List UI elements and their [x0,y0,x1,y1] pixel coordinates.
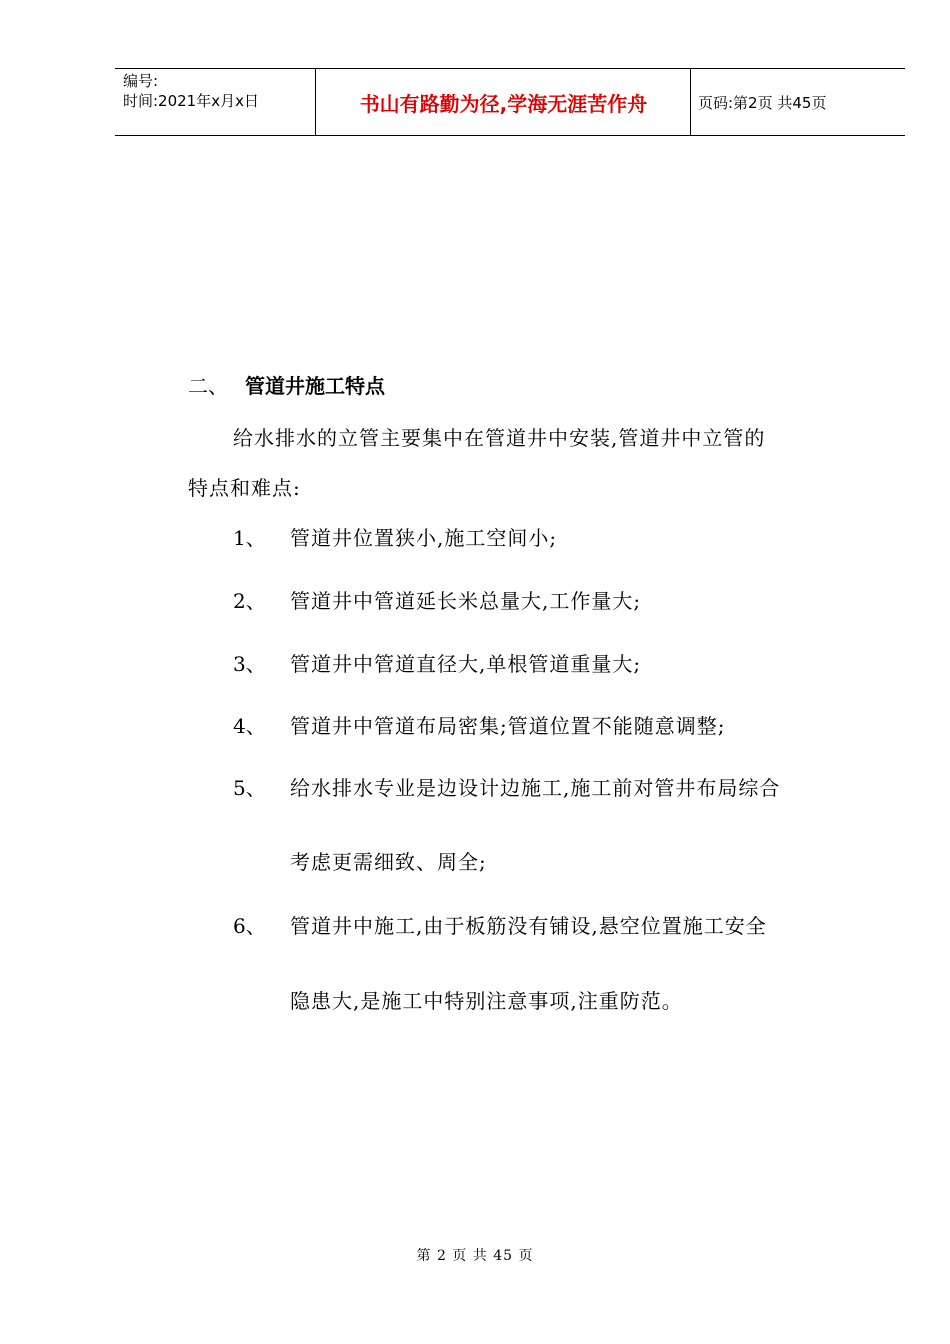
list-item-continuation: 考虑更需细致、周全; [290,850,487,874]
list-item-number: 6、 [233,914,266,938]
list-item-number: 2、 [233,589,266,613]
page-footer: 第 2 页 共 45 页 [416,1248,534,1264]
section-title: 管道井施工特点 [245,374,385,398]
header-page-label: 页码:第2页 共45页 [698,93,827,112]
header-time-label: 时间:2021年x月x日 [123,92,259,110]
list-item-text: 管道井中施工,由于板筋没有铺设,悬空位置施工安全 [290,914,767,938]
header-divider-left [315,69,316,135]
list-item-text: 给水排水专业是边设计边施工,施工前对管井布局综合 [290,776,781,800]
list-item-number: 4、 [233,714,266,738]
page-header [115,68,905,136]
list-item-text: 管道井中管道延长米总量大,工作量大; [290,589,642,613]
list-item-text: 管道井位置狭小,施工空间小; [290,526,558,550]
header-motto: 书山有路勤为径,学海无涯苦作舟 [359,91,648,116]
list-item-text: 管道井中管道布局密集;管道位置不能随意调整; [290,714,726,738]
header-divider-right [690,69,691,135]
list-item-number: 3、 [233,652,266,676]
list-item-number: 5、 [233,776,266,800]
intro-line-2: 特点和难点: [188,476,301,500]
list-item-number: 1、 [233,526,266,550]
list-item-continuation: 隐患大,是施工中特别注意事项,注重防范。 [290,989,683,1013]
section-number: 二、 [188,374,228,398]
intro-line-1: 给水排水的立管主要集中在管道井中安装,管道井中立管的 [233,426,766,450]
header-meta [123,71,313,111]
list-item-text: 管道井中管道直径大,单根管道重量大; [290,652,642,676]
section-heading [188,370,385,399]
header-code-label: 编号: [123,72,159,90]
